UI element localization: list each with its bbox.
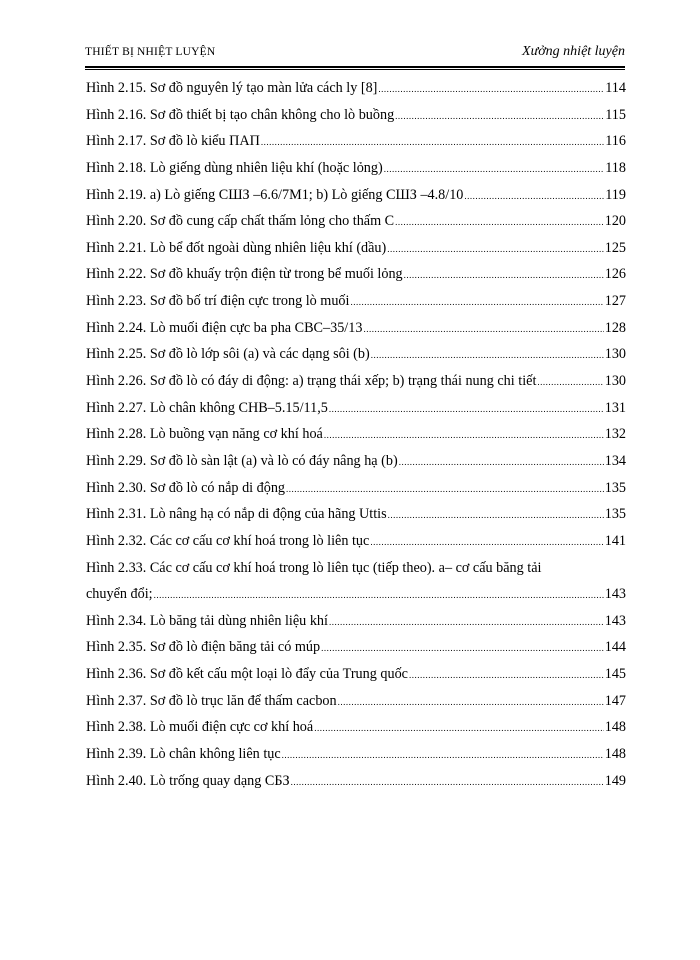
toc-entry[interactable] bbox=[86, 266, 626, 293]
toc-entry-page: 119 bbox=[605, 186, 626, 203]
toc-entry-title: chuyển đổi; bbox=[86, 586, 153, 603]
toc-entry-title: Hình 2.25. Sơ đồ lò lớp sôi (a) và các dạng sôi (b) bbox=[86, 346, 370, 363]
dot-leader bbox=[282, 750, 604, 760]
toc-entry-page: 134 bbox=[604, 452, 626, 469]
toc-entry-title: Hình 2.35. Sơ đồ lò điện băng tải có múp bbox=[86, 639, 321, 656]
toc-entry[interactable] bbox=[86, 160, 626, 187]
toc-entry-title: Hình 2.37. Sơ đồ lò trục lăn để thấm cacbon bbox=[86, 692, 337, 709]
toc-entry-page: 130 bbox=[604, 346, 626, 363]
dot-leader bbox=[371, 350, 604, 360]
toc-entry-title: Hình 2.24. Lò muối điện cực ba pha СВС–35/13 bbox=[86, 319, 363, 336]
toc-entry-page: 132 bbox=[604, 426, 626, 443]
toc-entry[interactable] bbox=[86, 213, 626, 240]
toc-entry-page: 131 bbox=[604, 399, 626, 416]
dot-leader bbox=[370, 537, 603, 547]
toc-entry-title: Hình 2.31. Lò nâng hạ có nắp di động của hãng Uttis bbox=[86, 506, 387, 523]
header-section: Xưởng nhiệt luyện bbox=[522, 44, 625, 59]
dot-leader bbox=[363, 324, 603, 334]
dot-leader bbox=[378, 84, 604, 94]
toc-entry[interactable] bbox=[86, 453, 626, 480]
dot-leader bbox=[286, 484, 604, 494]
toc-entry-title: Hình 2.23. Sơ đồ bố trí điện cực trong lò muối bbox=[86, 293, 350, 310]
toc-entry-page: 127 bbox=[604, 293, 626, 310]
dot-leader bbox=[350, 297, 603, 307]
toc-entry[interactable] bbox=[86, 373, 626, 400]
dot-leader bbox=[537, 377, 603, 387]
toc-entry-title: Hình 2.38. Lò muối điện cực cơ khí hoá bbox=[86, 719, 314, 736]
toc-entry[interactable] bbox=[86, 560, 626, 587]
toc-entry-title: Hình 2.18. Lò giếng dùng nhiên liệu khí (hoặc lỏng) bbox=[86, 159, 383, 176]
toc-entry[interactable] bbox=[86, 346, 626, 373]
toc-entry-title: Hình 2.33. Các cơ cấu cơ khí hoá trong lò liên tục (tiếp theo). a– cơ cấu băng tải bbox=[86, 559, 542, 576]
toc-entry-title: Hình 2.17. Sơ đồ lò kiểu ПАП bbox=[86, 133, 260, 150]
toc-entry[interactable] bbox=[86, 586, 626, 613]
toc-entry[interactable] bbox=[86, 719, 626, 746]
toc-entry-page: 147 bbox=[604, 692, 626, 709]
toc-entry[interactable] bbox=[86, 666, 626, 693]
dot-leader bbox=[329, 617, 604, 627]
toc-entry-page: 135 bbox=[604, 506, 626, 523]
toc-entry-page: 149 bbox=[604, 772, 626, 789]
toc-entry[interactable] bbox=[86, 639, 626, 666]
dot-leader bbox=[291, 777, 604, 787]
dot-leader bbox=[384, 164, 605, 174]
dot-leader bbox=[399, 457, 604, 467]
toc-entry[interactable] bbox=[86, 320, 626, 347]
toc-entry[interactable] bbox=[86, 80, 626, 107]
dot-leader bbox=[154, 590, 604, 600]
toc-entry[interactable] bbox=[86, 533, 626, 560]
toc-entry[interactable] bbox=[86, 613, 626, 640]
toc-entry-title: Hình 2.28. Lò buồng vạn năng cơ khí hoá bbox=[86, 426, 323, 443]
toc-entry[interactable] bbox=[86, 107, 626, 134]
toc-entry-title: Hình 2.39. Lò chân không liên tục bbox=[86, 746, 281, 763]
toc-entry-page: 128 bbox=[604, 319, 626, 336]
toc-entry-page: 141 bbox=[604, 532, 626, 549]
dot-leader bbox=[388, 510, 604, 520]
toc-entry-title: Hình 2.19. a) Lò giếng СШЗ –6.6/7М1; b) Lò giếng СШЗ –4.8/10 bbox=[86, 186, 464, 203]
dot-leader bbox=[314, 723, 604, 733]
toc-entry-page: 120 bbox=[604, 213, 626, 230]
toc-entry[interactable] bbox=[86, 187, 626, 214]
toc-entry-title: Hình 2.21. Lò bể đốt ngoài dùng nhiên liệu khí (dầu) bbox=[86, 239, 387, 256]
header-title: THIẾT BỊ NHIỆT LUYỆN bbox=[85, 46, 216, 58]
toc-entry[interactable] bbox=[86, 293, 626, 320]
dot-leader bbox=[395, 111, 604, 121]
dot-leader bbox=[404, 270, 604, 280]
toc-entry-page: 144 bbox=[604, 639, 626, 656]
dot-leader bbox=[409, 670, 604, 680]
toc-entry-page: 130 bbox=[604, 373, 626, 390]
toc-entry-page: 143 bbox=[604, 612, 626, 629]
running-header bbox=[85, 44, 625, 68]
toc-entry-title: Hình 2.29. Sơ đồ lò sàn lật (a) và lò có đáy nâng hạ (b) bbox=[86, 452, 398, 469]
toc-entry-title: Hình 2.20. Sơ đồ cung cấp chất thấm lỏng cho thấm C bbox=[86, 213, 395, 230]
toc-entry[interactable] bbox=[86, 426, 626, 453]
toc-entry-title: Hình 2.32. Các cơ cấu cơ khí hoá trong lò liên tục bbox=[86, 532, 370, 549]
toc-entry-page: 143 bbox=[604, 586, 626, 603]
toc-entry-title: Hình 2.40. Lò trống quay dạng СБЗ bbox=[86, 772, 290, 789]
toc-entry-page: 125 bbox=[604, 239, 626, 256]
dot-leader bbox=[464, 191, 604, 201]
toc-entry-title: Hình 2.27. Lò chân không СНВ–5.15/11,5 bbox=[86, 399, 328, 416]
toc-entry-page: 148 bbox=[604, 746, 626, 763]
dot-leader bbox=[324, 430, 604, 440]
dot-leader bbox=[329, 404, 604, 414]
toc-entry-title: Hình 2.16. Sơ đồ thiết bị tạo chân không cho lò buồng bbox=[86, 106, 395, 123]
header-rule bbox=[85, 69, 625, 70]
toc-entry[interactable] bbox=[86, 773, 626, 800]
toc-entry-page: 135 bbox=[604, 479, 626, 496]
toc-entry[interactable] bbox=[86, 693, 626, 720]
dot-leader bbox=[387, 244, 603, 254]
toc-entry-page: 115 bbox=[605, 106, 626, 123]
toc-entry-title: Hình 2.15. Sơ đồ nguyên lý tạo màn lửa cách ly [8] bbox=[86, 80, 378, 96]
toc-entry-page: 114 bbox=[605, 80, 626, 96]
toc-entry-page: 148 bbox=[604, 719, 626, 736]
toc-entry[interactable] bbox=[86, 506, 626, 533]
dot-leader bbox=[321, 643, 604, 653]
toc-entry[interactable] bbox=[86, 480, 626, 507]
toc-entry[interactable] bbox=[86, 746, 626, 773]
list-of-figures bbox=[86, 80, 626, 799]
toc-entry[interactable] bbox=[86, 133, 626, 160]
toc-entry-title: Hình 2.30. Sơ đồ lò có nắp di động bbox=[86, 479, 286, 496]
toc-entry-title: Hình 2.34. Lò băng tải dùng nhiên liệu khí bbox=[86, 612, 328, 629]
dot-leader bbox=[395, 217, 604, 227]
toc-entry-page: 145 bbox=[604, 666, 626, 683]
toc-entry[interactable] bbox=[86, 240, 626, 267]
toc-entry-page: 126 bbox=[604, 266, 626, 283]
dot-leader bbox=[261, 137, 604, 147]
dot-leader bbox=[338, 697, 604, 707]
toc-entry-page: 118 bbox=[605, 159, 626, 176]
toc-entry-title: Hình 2.26. Sơ đồ lò có đáy di động: a) trạng thái xếp; b) trạng thái nung chi tiết bbox=[86, 373, 537, 390]
toc-entry-title: Hình 2.36. Sơ đồ kết cấu một loại lò đẩy của Trung quốc bbox=[86, 666, 408, 683]
toc-entry[interactable] bbox=[86, 400, 626, 427]
toc-entry-title: Hình 2.22. Sơ đồ khuấy trộn điện từ trong bể muối lỏng bbox=[86, 266, 403, 283]
toc-entry-page: 116 bbox=[605, 133, 626, 150]
